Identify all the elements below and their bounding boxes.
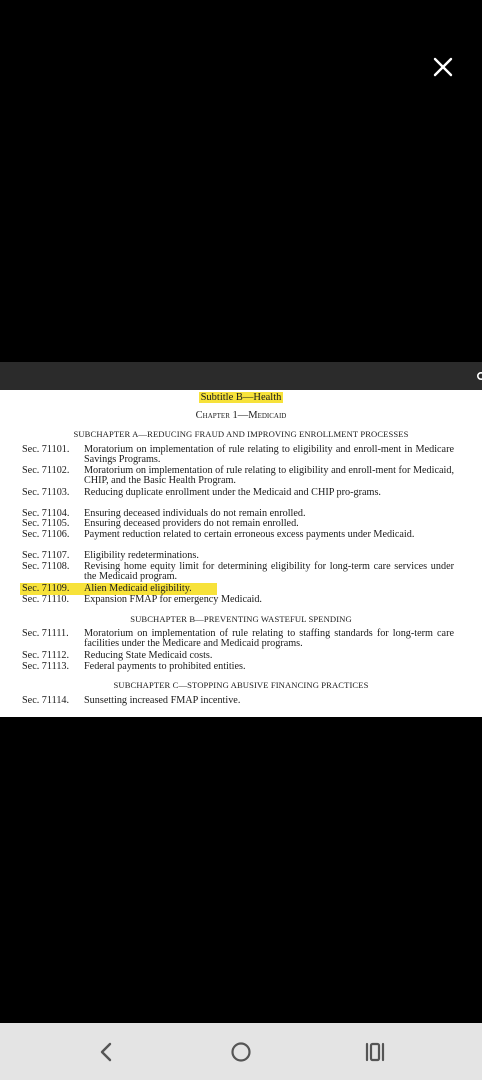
system-navigation-bar: [0, 1023, 482, 1080]
section-number: Sec. 71108.: [22, 561, 70, 572]
section-number: Sec. 71114.: [22, 695, 70, 706]
section-number: Sec. 71102.: [22, 465, 70, 476]
image-top-strip: [0, 362, 482, 390]
section-entry: [22, 488, 454, 498]
chapter-text: Chapter 1—Medicaid: [195, 410, 287, 421]
section-entry: [22, 662, 454, 672]
section-entry: [22, 445, 454, 465]
section-title: Alien Medicaid eligibility.: [84, 583, 192, 594]
section-number: Sec. 71103.: [22, 487, 70, 498]
section-number: Sec. 71109.: [22, 583, 70, 594]
subchapter-a-heading: SUBCHAPTER A—REDUCING FRAUD AND IMPROVING ENROLLMENT PROCESSES: [73, 429, 409, 439]
section-title: Eligibility redeterminations.: [84, 550, 199, 561]
section-title: Federal payments to prohibited entities.: [84, 661, 246, 672]
section-title: Reducing duplicate enrollment under the Medicaid and CHIP pro-grams.: [84, 487, 381, 498]
subtitle-heading: [0, 391, 482, 404]
subtitle-text: Subtitle B—Health: [200, 392, 282, 403]
section-number: Sec. 71112.: [22, 650, 70, 661]
section-title: Moratorium on implementation of rule relating to eligibility and enroll-ment for Medicaid, CHIP, and the Basic Health Program.: [84, 465, 454, 487]
section-title: Revising home equity limit for determining eligibility for long-term care services under the Medicaid program.: [84, 561, 454, 583]
back-icon[interactable]: [92, 1037, 122, 1067]
section-entry: [22, 696, 454, 706]
section-entry: [22, 595, 454, 605]
section-title: Reducing State Medicaid costs.: [84, 650, 213, 661]
close-icon[interactable]: [426, 50, 460, 84]
home-icon[interactable]: [226, 1037, 256, 1067]
subchapter-c-heading: SUBCHAPTER C—STOPPING ABUSIVE FINANCING PRACTICES: [113, 680, 369, 690]
section-entry: [22, 551, 454, 561]
section-entry-highlighted: [22, 584, 454, 594]
section-entry: [22, 562, 454, 582]
location-pin-icon: [474, 370, 482, 384]
section-title: Payment reduction related to certain erroneous excess payments under Medicaid.: [84, 529, 415, 540]
section-number: Sec. 71101.: [22, 444, 70, 455]
section-title: Ensuring deceased individuals do not remain enrolled.: [84, 508, 306, 519]
section-number: Sec. 71105.: [22, 518, 70, 529]
document-image: [0, 390, 482, 717]
section-title: Ensuring deceased providers do not remain enrolled.: [84, 518, 299, 529]
section-title: Sunsetting increased FMAP incentive.: [84, 695, 241, 706]
section-entry: [22, 519, 454, 529]
section-entry: [22, 651, 454, 661]
section-number: Sec. 71113.: [22, 661, 70, 672]
section-number: Sec. 71111.: [22, 628, 69, 639]
section-title: Expansion FMAP for emergency Medicaid.: [84, 594, 262, 605]
section-title: Moratorium on implementation of rule relating to eligibility and enroll-ment in Medicare Savings Programs.: [84, 444, 454, 466]
recents-icon[interactable]: [360, 1037, 390, 1067]
section-number: Sec. 71110.: [22, 594, 70, 605]
section-entry: [22, 629, 454, 649]
subchapter-b-heading: SUBCHAPTER B—PREVENTING WASTEFUL SPENDING: [130, 614, 352, 624]
section-number: Sec. 71107.: [22, 550, 70, 561]
section-number: Sec. 71104.: [22, 508, 70, 519]
section-title: Moratorium on implementation of rule relating to staffing standards for long-term care facilities under the Medicare and Medicaid programs.: [84, 628, 454, 650]
section-entry: [22, 530, 454, 540]
section-number: Sec. 71106.: [22, 529, 70, 540]
section-entry: [22, 466, 454, 486]
chapter-heading: [0, 409, 482, 422]
